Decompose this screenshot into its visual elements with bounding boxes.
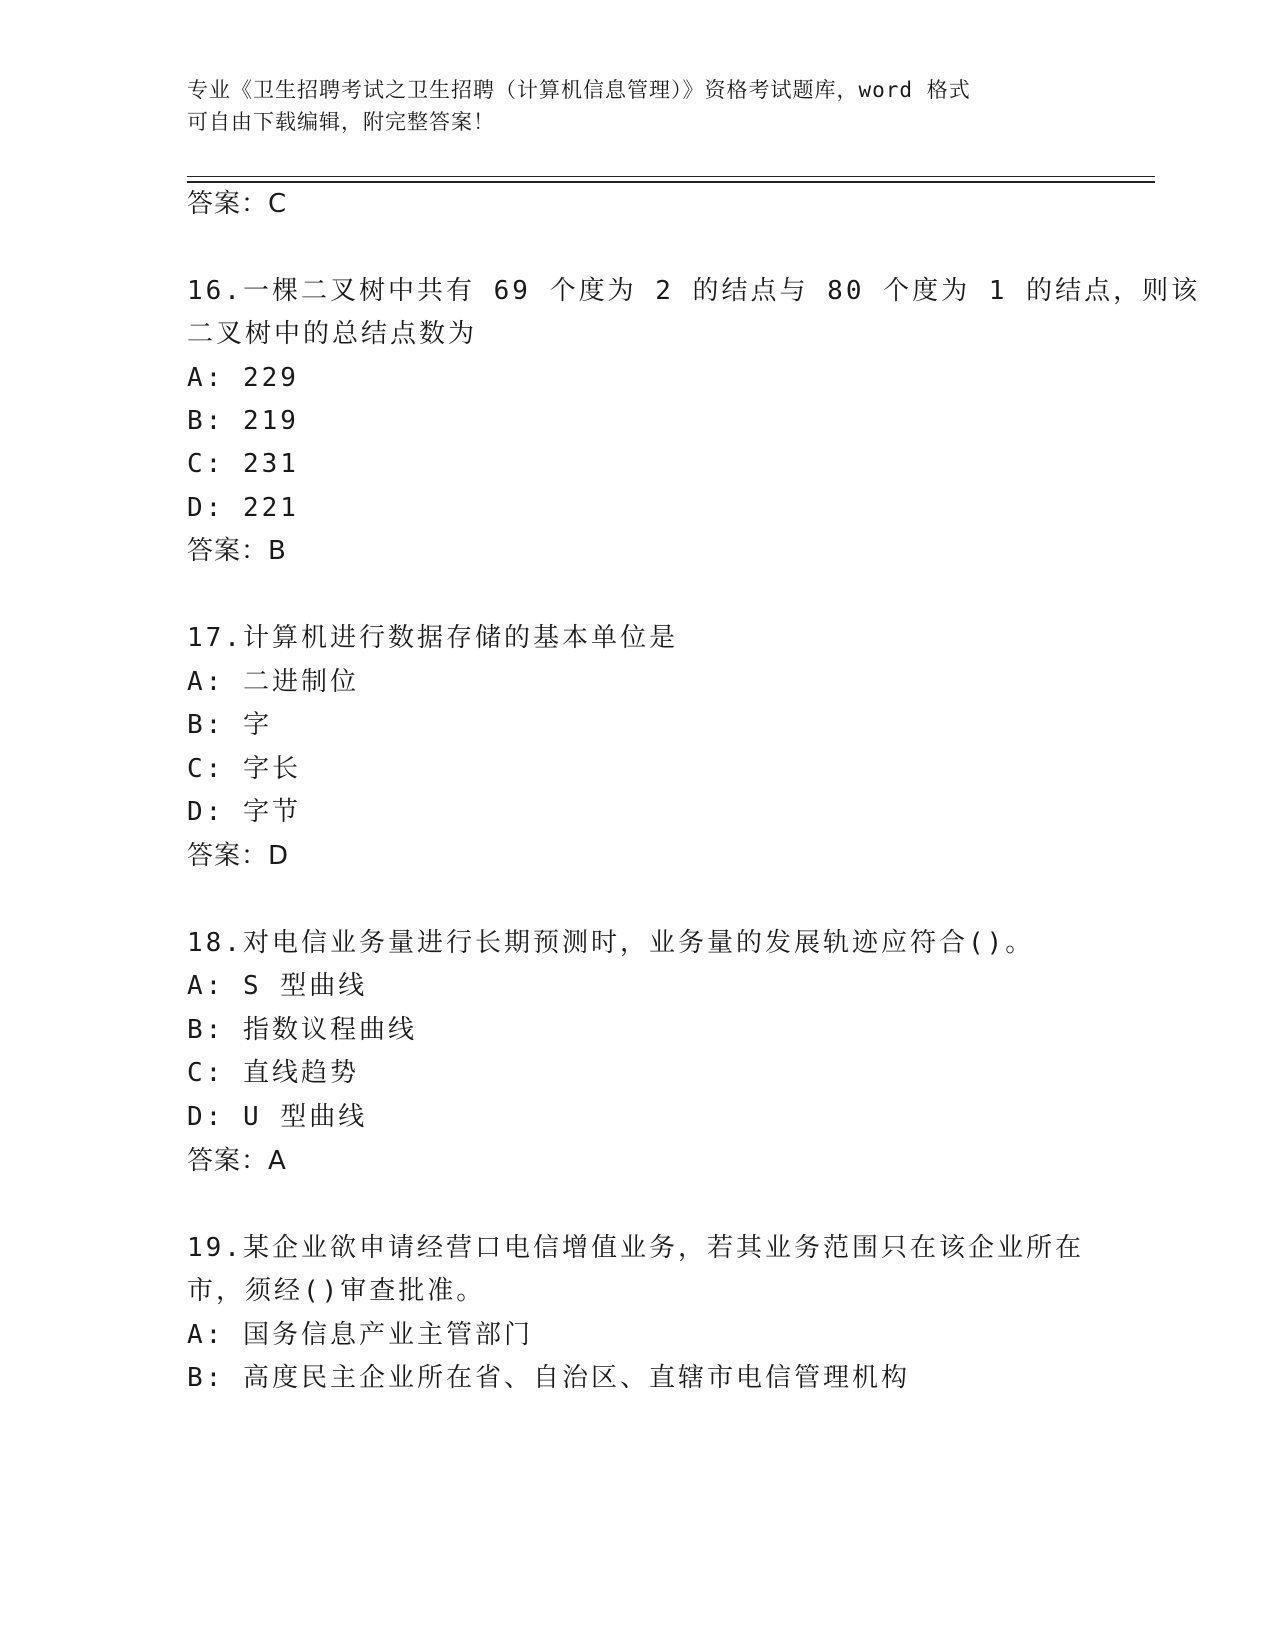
question-18-option-a: A: S 型曲线 (187, 971, 368, 1001)
question-18-stem-1: 18.对电信业务量进行长期预测时，业务量的发展轨迹应符合()。 (187, 928, 1035, 958)
question-19-option-a: A: 国务信息产业主管部门 (187, 1320, 533, 1350)
question-16-option-d: D: 221 (187, 493, 299, 523)
question-16-option-c: C: 231 (187, 449, 299, 479)
question-17-option-d: D: 字节 (187, 797, 301, 827)
question-19-stem-1: 19.某企业欲申请经营口电信增值业务，若其业务范围只在该企业所在 (187, 1233, 1084, 1263)
header-line-2: 可自由下载编辑，附完整答案！ (187, 110, 495, 134)
question-18-option-c: C: 直线趋势 (187, 1058, 359, 1088)
question-16-stem-2: 二叉树中的总结点数为 (187, 319, 478, 349)
question-18-option-b: B: 指数议程曲线 (187, 1015, 417, 1045)
question-16-answer: 答案：B (187, 536, 287, 566)
document-header (187, 74, 1087, 138)
answer-prev: 答案：C (187, 189, 288, 219)
question-16-option-a: A: 229 (187, 363, 299, 393)
question-17-option-a: A: 二进制位 (187, 667, 359, 697)
header-divider-thick (187, 181, 1155, 183)
header-divider-thin (187, 176, 1155, 177)
question-19-option-b: B: 高度民主企业所在省、自治区、直辖市电信管理机构 (187, 1363, 910, 1393)
question-17-answer: 答案：D (187, 841, 290, 871)
header-line-1: 专业《卫生招聘考试之卫生招聘（计算机信息管理）》资格考试题库，word 格式 (187, 78, 971, 102)
question-18-option-d: D: U 型曲线 (187, 1102, 368, 1132)
question-17-stem-1: 17.计算机进行数据存储的基本单位是 (187, 623, 678, 653)
question-17-option-c: C: 字长 (187, 754, 301, 784)
question-19-stem-2: 市，须经()审查批准。 (187, 1276, 486, 1306)
question-17-option-b: B: 字 (187, 710, 272, 740)
question-16-stem-1: 16.一棵二叉树中共有 69 个度为 2 的结点与 80 个度为 1 的结点，则该 (187, 276, 1201, 306)
question-16-option-b: B: 219 (187, 406, 299, 436)
question-18-answer: 答案：A (187, 1146, 287, 1176)
